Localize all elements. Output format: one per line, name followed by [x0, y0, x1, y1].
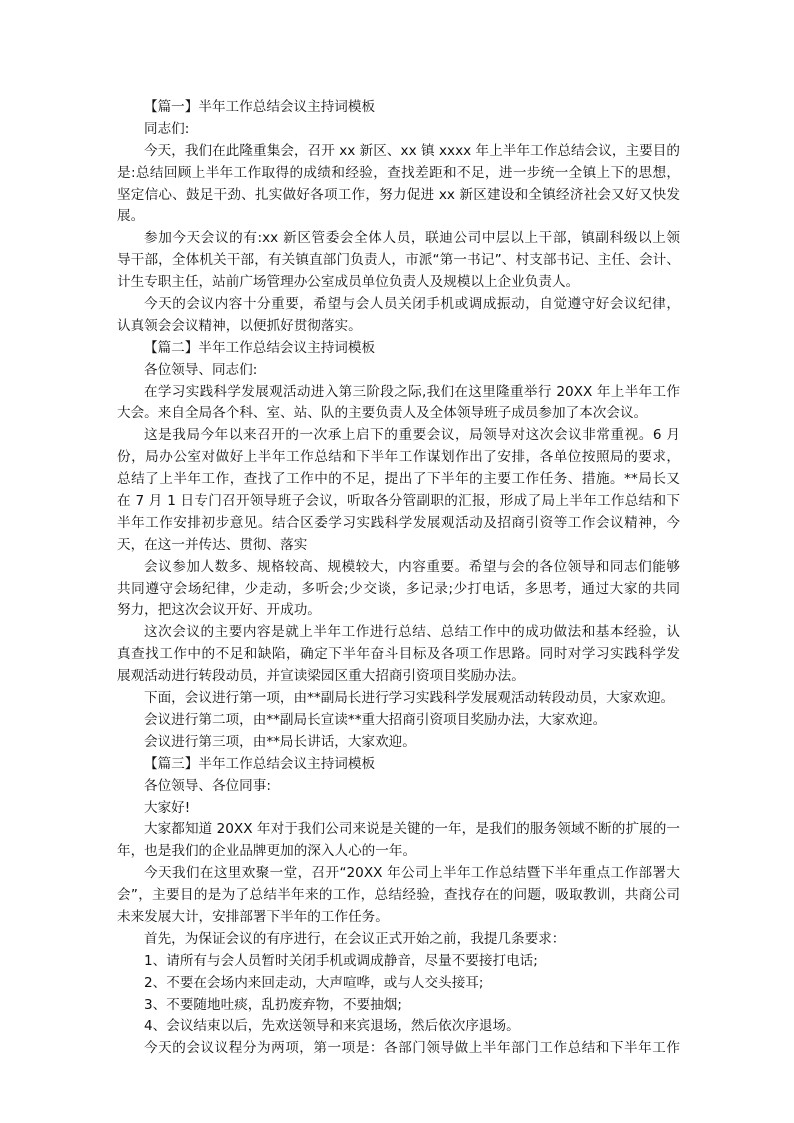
text-line: 今天的会议内容十分重要，希望与会人员关闭手机或调成振动，自觉遵守好会议纪律， — [144, 296, 680, 313]
text-line: 大家都知道 20XX 年对于我们公司来说是关键的一年，是我们的服务领域不断的扩展的一 — [144, 821, 680, 838]
text-line: 参加今天会议的有:xx 新区管委会全体人员，联迪公司中层以上干部，镇副科级以上领 — [144, 230, 680, 247]
text-line: 今天，我们在此隆重集会，召开 xx 新区、xx 镇 xxxx 年上半年工作总结会议，主要目的 — [144, 142, 680, 159]
text-line: 半年工作安排初步意见。结合区委学习实践科学发展观活动及招商引资等工作会议精神，今 — [117, 514, 680, 531]
text-line: 大家好! — [144, 799, 191, 816]
text-line: 共同遵守会场纪律，少走动，多听会;少交谈，多记录;少打电话，多思考，通过大家的共同 — [117, 580, 680, 597]
text-line: 份，局办公室对做好上半年工作总结和下半年工作谋划作出了安排，各单位按照局的要求， — [117, 449, 680, 466]
text-line: 会议参加人数多、规格较高、规模较大，内容重要。希望与会的各位领导和同志们能够 — [144, 558, 680, 575]
text-line: 3、不要随地吐痰，乱扔废弃物，不要抽烟; — [144, 996, 402, 1013]
text-line: 同志们: — [144, 120, 190, 137]
text-line: 会”，主要目的是为了总结半年来的工作，总结经验，查找存在的问题，吸取教训，共商公司 — [117, 887, 680, 904]
text-line: 首先，为保证会议的有序进行，在会议正式开始之前，我提几条要求： — [144, 930, 566, 947]
text-line: 是:总结回顾上半年工作取得的成绩和经验，查找差距和不足，进一步统一全镇上下的思想， — [117, 164, 680, 181]
text-line: 各位领导、同志们: — [144, 361, 258, 378]
text-line: 会议进行第三项，由**局长讲话，大家欢迎。 — [144, 733, 416, 750]
text-line: 努力，把这次会议开好、开成功。 — [117, 602, 321, 619]
section-heading: 【篇二】半年工作总结会议主持词模板 — [144, 339, 376, 356]
text-line: 在学习实践科学发展观活动进入第三阶段之际,我们在这里隆重举行 20XX 年上半年工作 — [144, 383, 680, 400]
text-line: 今天我们在这里欢聚一堂，召开“20XX 年公司上半年工作总结暨下半年重点工作部署大 — [144, 865, 680, 882]
text-line: 在 7 月 1 日专门召开领导班子会议，听取各分管副职的汇报，形成了局上半年工作总结和下 — [117, 493, 680, 510]
text-line: 各位领导、各位同事: — [144, 777, 271, 794]
text-line: 导干部，全体机关干部，有关镇直部门负责人，市派“第一书记”、村支部书记、主任、会计、 — [117, 252, 680, 269]
text-line: 展。 — [117, 208, 145, 225]
text-line: 真查找工作中的不足和缺陷，确定下半年奋斗目标及各项工作思路。同时对学习实践科学发 — [117, 646, 680, 663]
text-line: 4、会议结束以后，先欢送领导和来宾退场，然后依次序退场。 — [144, 1018, 520, 1035]
text-line: 年，也是我们的企业品牌更加的深入人心的一年。 — [117, 843, 417, 860]
text-line: 今天的会议议程分为两项，第一项是：各部门领导做上半年部门工作总结和下半年工作 — [144, 1040, 680, 1057]
text-line: 会议进行第二项，由**副局长宣读**重大招商引资项目奖励办法，大家欢迎。 — [144, 711, 607, 728]
text-line: 大会。来自全局各个科、室、站、队的主要负责人及全体领导班子成员参加了本次会议。 — [117, 405, 648, 422]
section-heading: 【篇三】半年工作总结会议主持词模板 — [144, 755, 376, 772]
section-heading: 【篇一】半年工作总结会议主持词模板 — [144, 99, 376, 115]
text-line: 计生专职主任，站前广场管理办公室成员单位负责人及规模以上企业负责人。 — [117, 274, 580, 291]
document-page — [117, 97, 680, 1060]
text-line: 1、请所有与会人员暂时关闭手机或调成静音，尽量不要接打电话; — [144, 952, 538, 969]
text-line: 这次会议的主要内容是就上半年工作进行总结、总结工作中的成功做法和基本经验，认 — [144, 624, 680, 641]
text-line: 2、不要在会场内来回走动，大声喧哗，或与人交头接耳; — [144, 974, 484, 991]
text-line: 坚定信心、鼓足干劲、扎实做好各项工作，努力促进 xx 新区建设和全镇经济社会又好又快发 — [117, 186, 680, 203]
text-line: 认真领会会议精神，以便抓好贯彻落实。 — [117, 317, 362, 334]
text-line: 下面，会议进行第一项，由**副局长进行学习实践科学发展观活动转段动员，大家欢迎。 — [144, 690, 675, 707]
text-line: 未来发展大计，安排部署下半年的工作任务。 — [117, 908, 389, 925]
text-line: 这是我局今年以来召开的一次承上启下的重要会议，局领导对这次会议非常重视。6 月 — [144, 427, 680, 444]
text-line: 总结了上半年工作，查找了工作中的不足，提出了下半年的主要工作任务、措施。**局长又 — [117, 471, 680, 488]
text-line: 展观活动进行转段动员，并宣读梁园区重大招商引资项目奖励办法。 — [117, 668, 525, 685]
text-line: 天，在这一并传达、贯彻、落实 — [117, 536, 308, 553]
